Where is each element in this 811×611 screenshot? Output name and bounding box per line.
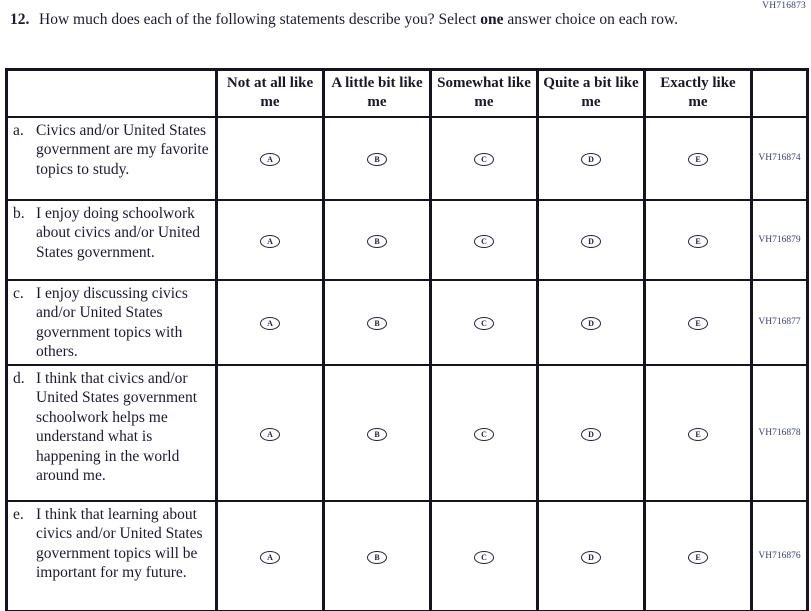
statement-text: I think that civics and/or United States government schoolwork helps me understand what is happening in the world around me. [36, 369, 197, 484]
option-bubble-e[interactable]: E [688, 153, 708, 166]
option-cell [431, 200, 538, 280]
option-bubble-a[interactable]: A [260, 551, 280, 564]
row-accession-code: VH716878 [752, 365, 808, 501]
option-bubble-b[interactable]: B [367, 317, 387, 330]
table-row-d [7, 365, 808, 501]
option-cell [324, 365, 431, 501]
statement-cell [7, 280, 217, 365]
option-cell [645, 501, 752, 611]
option-bubble-a[interactable]: A [260, 317, 280, 330]
option-cell [431, 117, 538, 200]
option-cell [324, 117, 431, 200]
question-text [39, 10, 678, 30]
option-cell [645, 117, 752, 200]
option-cell [217, 365, 324, 501]
statement-text: I enjoy doing schoolwork about civics and/or United States government. [36, 204, 200, 261]
row-letter: e. [13, 505, 24, 523]
option-bubble-e[interactable]: E [688, 317, 708, 330]
question-text-start: How much does each of the following statements describe you? Select [39, 11, 481, 28]
option-cell [645, 365, 752, 501]
column-header-somewhat: Somewhat like me [431, 70, 538, 117]
row-accession-code: VH716879 [752, 200, 808, 280]
column-header-a-little-bit: A little bit like me [324, 70, 431, 117]
question-text-end: answer choice on each row. [503, 11, 679, 28]
statement-text: I think that learning about civics and/or United States government topics will be important for my future. [36, 505, 203, 581]
option-bubble-a[interactable]: A [260, 428, 280, 441]
row-letter: c. [13, 284, 24, 302]
option-bubble-b[interactable]: B [367, 235, 387, 248]
column-header-not-at-all: Not at all like me [217, 70, 324, 117]
option-cell [538, 117, 645, 200]
row-accession-code: VH716874 [752, 117, 808, 200]
row-accession-code: VH716876 [752, 501, 808, 611]
option-cell [538, 200, 645, 280]
row-accession-code: VH716877 [752, 280, 808, 365]
question-number: 12. [10, 11, 30, 28]
statement-cell [7, 117, 217, 200]
code-header-cell [752, 70, 808, 117]
statement-header-cell [7, 70, 217, 117]
option-cell [217, 280, 324, 365]
option-cell [217, 200, 324, 280]
option-bubble-c[interactable]: C [474, 317, 494, 330]
option-bubble-e[interactable]: E [688, 551, 708, 564]
option-bubble-d[interactable]: D [581, 153, 601, 166]
option-bubble-b[interactable]: B [367, 428, 387, 441]
option-bubble-d[interactable]: D [581, 235, 601, 248]
option-bubble-e[interactable]: E [688, 235, 708, 248]
table-row-c [7, 280, 808, 365]
option-cell [324, 200, 431, 280]
table-row-b [7, 200, 808, 280]
option-cell [217, 117, 324, 200]
header-row [7, 70, 808, 117]
option-bubble-c[interactable]: C [474, 551, 494, 564]
option-bubble-c[interactable]: C [474, 235, 494, 248]
survey-matrix-table [5, 68, 809, 611]
option-cell [324, 280, 431, 365]
statement-cell [7, 501, 217, 611]
table-row-a [7, 117, 808, 200]
option-cell [538, 280, 645, 365]
option-bubble-d[interactable]: D [581, 428, 601, 441]
option-bubble-d[interactable]: D [581, 317, 601, 330]
option-cell [538, 365, 645, 501]
column-header-quite-a-bit: Quite a bit like me [538, 70, 645, 117]
row-letter: d. [13, 369, 25, 387]
column-header-exactly: Exactly like me [645, 70, 752, 117]
option-cell [431, 365, 538, 501]
row-letter: a. [13, 121, 24, 139]
statement-text: Civics and/or United States government are my favorite topics to study. [36, 121, 209, 178]
option-bubble-e[interactable]: E [688, 428, 708, 441]
option-cell [324, 501, 431, 611]
row-letter: b. [13, 204, 25, 222]
option-bubble-b[interactable]: B [367, 153, 387, 166]
option-bubble-d[interactable]: D [581, 551, 601, 564]
option-bubble-a[interactable]: A [260, 153, 280, 166]
option-bubble-c[interactable]: C [474, 428, 494, 441]
option-bubble-b[interactable]: B [367, 551, 387, 564]
question-block [10, 10, 710, 30]
option-bubble-c[interactable]: C [474, 153, 494, 166]
option-cell [645, 280, 752, 365]
question-bold-word: one [480, 11, 504, 28]
statement-cell [7, 200, 217, 280]
table-row-e [7, 501, 808, 611]
option-cell [431, 280, 538, 365]
option-bubble-a[interactable]: A [260, 235, 280, 248]
statement-cell [7, 365, 217, 501]
option-cell [538, 501, 645, 611]
option-cell [431, 501, 538, 611]
statement-text: I enjoy discussing civics and/or United States government topics with others. [36, 284, 188, 360]
option-cell [217, 501, 324, 611]
option-cell [645, 200, 752, 280]
page-accession-code: VH716873 [762, 1, 806, 11]
